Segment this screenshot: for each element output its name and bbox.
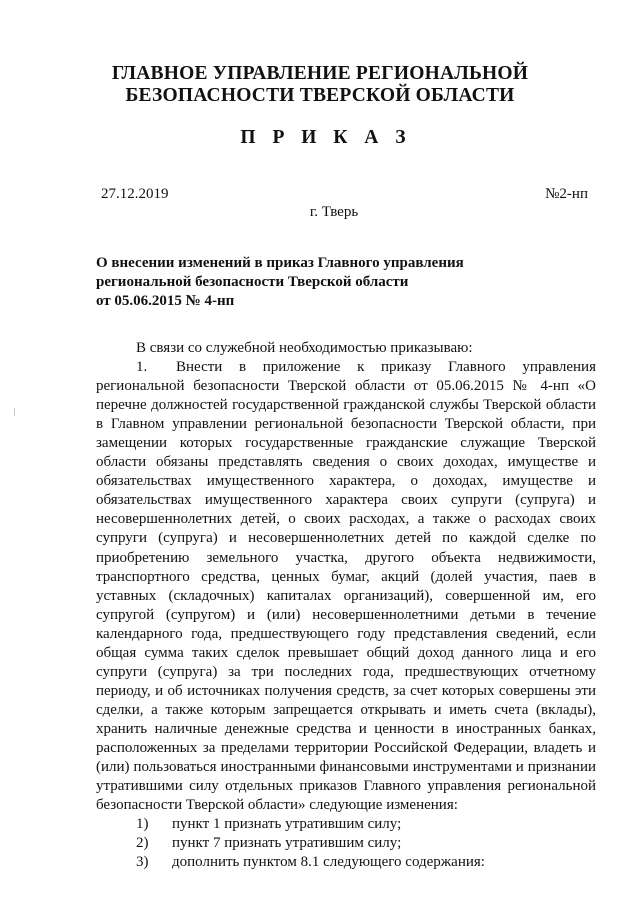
amendment-item <box>96 834 596 853</box>
subject-line2: региональной безопасности Тверской области <box>96 274 409 290</box>
issuer-header <box>0 63 640 107</box>
document-number: №2-нп <box>545 186 588 202</box>
scan-margin-mark <box>14 408 17 416</box>
amendment-item-text: дополнить пунктом 8.1 следующего содержания: <box>172 854 485 871</box>
amendment-item-number: 1) <box>136 816 149 833</box>
subject-line1: О внесении изменений в приказ Главного управления <box>96 255 464 271</box>
document-body <box>96 339 596 872</box>
amendment-item-text: пункт 1 признать утратившим силу; <box>172 816 402 833</box>
clause-1 <box>96 358 596 815</box>
amendment-item <box>96 853 596 872</box>
document-date: 27.12.2019 <box>101 186 169 202</box>
amendments-list <box>96 815 596 872</box>
clause-1-text: Внести в приложение к приказу Главного управления региональной безопасности Тверской области от 05.06.2015 № 4-нп «О перечне должностей государственной гражданской службы Тверской области в Главном управлении региональной безопасности Тверской области, при замещении которых государственные гражданские служащие Тверской области обязаны представлять сведения о своих доходах, имуществе и обязательствах имущественного характера, о доходах, имуществе и обязательствах имущественного характера своих супруги (супруга) и несовершеннолетних детей, о своих расходах, а также о расходах своих супруги (супруга) и несовершеннолетних детей по каждой сделке по приобретению земельного участка, другого объекта недвижимости, транспортного средства, ценных бумаг, акций (долей участия, паев в уставных (складочных) капиталах организаций), совершенной им, его супругой (супругом) и (или) несовершеннолетними детьми в течение календарного года, предшествующего году представления сведений, если общая сумма таких сделок превышает общий доход данного лица и его супруги (супруга) за три последних года, предшествующих отчетному периоду, и об источниках получения средств, за счет которых совершены эти сделки, а также которым запрещается открывать и иметь счета (вклады), хранить наличные денежные средства и ценности в иностранных банках, расположенных за пределами территории Российской Федерации, владеть и (или) пользоваться иностранными финансовыми инструментами и признании утратившими силу отдельных приказов Главного управления региональной безопасности Тверской области» следующие изменения: <box>96 359 596 814</box>
amendment-item-text: пункт 7 признать утратившим силу; <box>172 835 402 852</box>
subject-line3: от 05.06.2015 № 4-нп <box>96 293 235 309</box>
document-subject <box>96 254 516 311</box>
clause-1-number: 1. <box>136 359 148 376</box>
body-intro: В связи со служебной необходимостью приказываю: <box>136 340 473 356</box>
issuer-header-line1: ГЛАВНОЕ УПРАВЛЕНИЕ РЕГИОНАЛЬНОЙ <box>111 63 529 84</box>
amendment-item-number: 2) <box>136 835 149 852</box>
issuer-header-line2: БЕЗОПАСНОСТИ ТВЕРСКОЙ ОБЛАСТИ <box>125 85 515 106</box>
amendment-item-number: 3) <box>136 854 149 871</box>
document-city: г. Тверь <box>309 204 359 220</box>
document-type-title: П Р И К А З <box>240 127 412 148</box>
amendment-item <box>96 815 596 834</box>
